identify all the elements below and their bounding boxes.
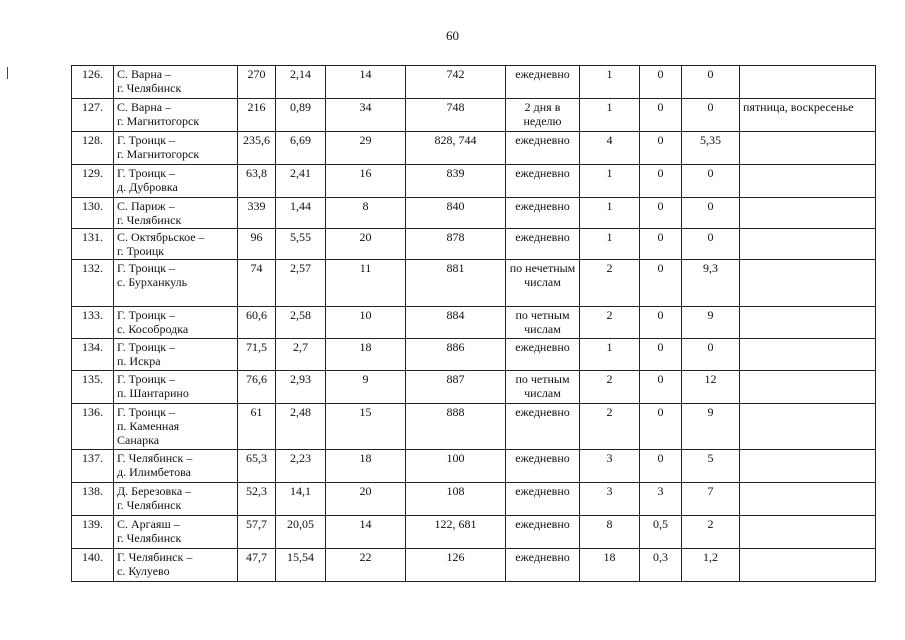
- stops-cell: 14: [326, 516, 406, 549]
- margin-mark: [7, 67, 8, 79]
- route-code-cell: 881: [406, 260, 506, 307]
- row-number-cell: 132.: [72, 260, 114, 307]
- route-code-cell: 100: [406, 450, 506, 483]
- note-cell: [740, 450, 876, 483]
- stops-cell: 9: [326, 371, 406, 404]
- schedule-cell: ежедневно: [506, 404, 580, 450]
- time-cell: 15,54: [276, 549, 326, 582]
- note-cell: [740, 404, 876, 450]
- route-cell: [114, 516, 238, 549]
- distance-cell: 339: [238, 198, 276, 229]
- count-c-cell: 0: [682, 198, 740, 229]
- distance-cell: 270: [238, 66, 276, 99]
- route-cell: [114, 450, 238, 483]
- route-line: г. Челябинск: [117, 531, 182, 545]
- route-line: С. Варна –: [117, 67, 172, 81]
- row-number-cell: 138.: [72, 483, 114, 516]
- route-cell: [114, 307, 238, 339]
- count-a-cell: 3: [580, 483, 640, 516]
- route-code-cell: 888: [406, 404, 506, 450]
- stops-cell: 15: [326, 404, 406, 450]
- route-line: С. Аргаяш –: [117, 517, 180, 531]
- route-code-cell: 840: [406, 198, 506, 229]
- distance-cell: 76,6: [238, 371, 276, 404]
- count-a-cell: 8: [580, 516, 640, 549]
- count-a-cell: 2: [580, 404, 640, 450]
- route-line: д. Дубровка: [117, 180, 178, 194]
- distance-cell: 47,7: [238, 549, 276, 582]
- count-c-cell: 0: [682, 66, 740, 99]
- route-code-cell: 878: [406, 229, 506, 260]
- table-row: [72, 229, 876, 260]
- route-line: г. Магнитогорск: [117, 147, 200, 161]
- route-line: с. Кособродка: [117, 322, 189, 336]
- count-b-cell: 0: [640, 339, 682, 371]
- count-a-cell: 4: [580, 132, 640, 165]
- schedule-cell: ежедневно: [506, 549, 580, 582]
- row-number-cell: 128.: [72, 132, 114, 165]
- route-line: п. Искра: [117, 354, 161, 368]
- note-cell: [740, 307, 876, 339]
- stops-cell: 22: [326, 549, 406, 582]
- distance-cell: 57,7: [238, 516, 276, 549]
- count-c-cell: 5: [682, 450, 740, 483]
- schedule-cell: ежедневно: [506, 132, 580, 165]
- count-b-cell: 0: [640, 260, 682, 307]
- route-code-cell: 108: [406, 483, 506, 516]
- route-code-cell: 887: [406, 371, 506, 404]
- row-number-cell: 140.: [72, 549, 114, 582]
- count-c-cell: 9: [682, 404, 740, 450]
- count-b-cell: 0: [640, 450, 682, 483]
- route-line: с. Бурханкуль: [117, 275, 188, 289]
- schedule-cell: ежедневно: [506, 66, 580, 99]
- count-a-cell: 2: [580, 307, 640, 339]
- count-c-cell: 1,2: [682, 549, 740, 582]
- route-cell: [114, 198, 238, 229]
- stops-cell: 20: [326, 483, 406, 516]
- table-row: [72, 450, 876, 483]
- count-b-cell: 0: [640, 198, 682, 229]
- note-cell: пятница, воскресенье: [740, 99, 876, 132]
- count-b-cell: 3: [640, 483, 682, 516]
- note-cell: [740, 260, 876, 307]
- table-row: [72, 483, 876, 516]
- distance-cell: 71,5: [238, 339, 276, 371]
- table-row: [72, 99, 876, 132]
- table-row: [72, 165, 876, 198]
- schedule-cell: ежедневно: [506, 516, 580, 549]
- table-row: [72, 371, 876, 404]
- count-a-cell: 18: [580, 549, 640, 582]
- count-c-cell: 7: [682, 483, 740, 516]
- count-c-cell: 9: [682, 307, 740, 339]
- count-a-cell: 1: [580, 198, 640, 229]
- count-c-cell: 0: [682, 165, 740, 198]
- row-number-cell: 131.: [72, 229, 114, 260]
- row-number-cell: 129.: [72, 165, 114, 198]
- schedule-cell: ежедневно: [506, 483, 580, 516]
- time-cell: 2,93: [276, 371, 326, 404]
- routes-table: [71, 65, 876, 582]
- count-b-cell: 0,3: [640, 549, 682, 582]
- route-line: г. Магнитогорск: [117, 114, 200, 128]
- distance-cell: 63,8: [238, 165, 276, 198]
- time-cell: 2,23: [276, 450, 326, 483]
- route-line: п. Каменная: [117, 419, 180, 433]
- route-code-cell: 886: [406, 339, 506, 371]
- count-c-cell: 0: [682, 99, 740, 132]
- count-a-cell: 2: [580, 371, 640, 404]
- table-row: [72, 339, 876, 371]
- schedule-cell: ежедневно: [506, 339, 580, 371]
- count-b-cell: 0: [640, 132, 682, 165]
- count-a-cell: 1: [580, 66, 640, 99]
- count-a-cell: 2: [580, 260, 640, 307]
- row-number-cell: 134.: [72, 339, 114, 371]
- route-cell: [114, 165, 238, 198]
- count-b-cell: 0: [640, 229, 682, 260]
- stops-cell: 10: [326, 307, 406, 339]
- distance-cell: 96: [238, 229, 276, 260]
- route-line: г. Троицк: [117, 244, 165, 258]
- count-c-cell: 2: [682, 516, 740, 549]
- stops-cell: 14: [326, 66, 406, 99]
- schedule-cell: 2 дня в неделю: [506, 99, 580, 132]
- distance-cell: 60,6: [238, 307, 276, 339]
- route-line: г. Челябинск: [117, 81, 182, 95]
- distance-cell: 52,3: [238, 483, 276, 516]
- note-cell: [740, 516, 876, 549]
- route-line: Г. Троицк –: [117, 308, 176, 322]
- route-code-cell: 742: [406, 66, 506, 99]
- count-c-cell: 12: [682, 371, 740, 404]
- count-c-cell: 0: [682, 229, 740, 260]
- route-line: с. Кулуево: [117, 564, 170, 578]
- time-cell: 2,14: [276, 66, 326, 99]
- time-cell: 0,89: [276, 99, 326, 132]
- stops-cell: 29: [326, 132, 406, 165]
- route-code-cell: 748: [406, 99, 506, 132]
- count-c-cell: 5,35: [682, 132, 740, 165]
- stops-cell: 16: [326, 165, 406, 198]
- count-b-cell: 0: [640, 165, 682, 198]
- route-line: Г. Челябинск –: [117, 550, 193, 564]
- count-b-cell: 0: [640, 99, 682, 132]
- time-cell: 2,48: [276, 404, 326, 450]
- route-code-cell: 884: [406, 307, 506, 339]
- route-code-cell: 828, 744: [406, 132, 506, 165]
- stops-cell: 18: [326, 339, 406, 371]
- route-line: Г. Челябинск –: [117, 451, 193, 465]
- note-cell: [740, 132, 876, 165]
- route-cell: [114, 483, 238, 516]
- route-cell: [114, 66, 238, 99]
- route-line: г. Челябинск: [117, 498, 182, 512]
- route-cell: [114, 229, 238, 260]
- stops-cell: 18: [326, 450, 406, 483]
- time-cell: 2,7: [276, 339, 326, 371]
- schedule-cell: по четным числам: [506, 307, 580, 339]
- note-cell: [740, 483, 876, 516]
- table-row: [72, 132, 876, 165]
- schedule-cell: ежедневно: [506, 165, 580, 198]
- count-a-cell: 3: [580, 450, 640, 483]
- routes-table-body: [72, 66, 876, 582]
- route-cell: [114, 132, 238, 165]
- route-cell: [114, 549, 238, 582]
- time-cell: 2,58: [276, 307, 326, 339]
- count-b-cell: 0: [640, 371, 682, 404]
- row-number-cell: 135.: [72, 371, 114, 404]
- distance-cell: 65,3: [238, 450, 276, 483]
- stops-cell: 34: [326, 99, 406, 132]
- route-code-cell: 122, 681: [406, 516, 506, 549]
- count-b-cell: 0: [640, 307, 682, 339]
- row-number-cell: 130.: [72, 198, 114, 229]
- schedule-cell: ежедневно: [506, 450, 580, 483]
- route-line: Г. Троицк –: [117, 133, 176, 147]
- route-line: п. Шантарино: [117, 386, 189, 400]
- route-line: Г. Троицк –: [117, 166, 176, 180]
- route-cell: [114, 260, 238, 307]
- schedule-cell: по нечетным числам: [506, 260, 580, 307]
- row-number-cell: 137.: [72, 450, 114, 483]
- route-line: д. Илимбетова: [117, 465, 191, 479]
- route-code-cell: 839: [406, 165, 506, 198]
- count-a-cell: 1: [580, 339, 640, 371]
- note-cell: [740, 198, 876, 229]
- route-line: Санарка: [117, 433, 160, 447]
- row-number-cell: 139.: [72, 516, 114, 549]
- time-cell: 20,05: [276, 516, 326, 549]
- distance-cell: 235,6: [238, 132, 276, 165]
- page-number: 60: [446, 28, 459, 43]
- time-cell: 2,41: [276, 165, 326, 198]
- schedule-cell: по четным числам: [506, 371, 580, 404]
- table-row: [72, 260, 876, 307]
- time-cell: 5,55: [276, 229, 326, 260]
- stops-cell: 11: [326, 260, 406, 307]
- schedule-cell: ежедневно: [506, 198, 580, 229]
- count-a-cell: 1: [580, 229, 640, 260]
- time-cell: 2,57: [276, 260, 326, 307]
- row-number-cell: 126.: [72, 66, 114, 99]
- count-c-cell: 0: [682, 339, 740, 371]
- route-line: Д. Березовка –: [117, 484, 192, 498]
- route-line: Г. Троицк –: [117, 261, 176, 275]
- table-row: [72, 307, 876, 339]
- count-b-cell: 0: [640, 66, 682, 99]
- count-b-cell: 0: [640, 404, 682, 450]
- row-number-cell: 127.: [72, 99, 114, 132]
- note-cell: [740, 549, 876, 582]
- route-line: г. Челябинск: [117, 213, 182, 227]
- table-row: [72, 198, 876, 229]
- distance-cell: 74: [238, 260, 276, 307]
- note-cell: [740, 229, 876, 260]
- count-c-cell: 9,3: [682, 260, 740, 307]
- route-line: Г. Троицк –: [117, 372, 176, 386]
- time-cell: 1,44: [276, 198, 326, 229]
- count-b-cell: 0,5: [640, 516, 682, 549]
- count-a-cell: 1: [580, 165, 640, 198]
- route-line: С. Париж –: [117, 199, 175, 213]
- table-row: [72, 516, 876, 549]
- route-code-cell: 126: [406, 549, 506, 582]
- table-row: [72, 404, 876, 450]
- stops-cell: 20: [326, 229, 406, 260]
- route-cell: [114, 404, 238, 450]
- route-line: С. Октябрьское –: [117, 230, 205, 244]
- time-cell: 6,69: [276, 132, 326, 165]
- note-cell: [740, 339, 876, 371]
- distance-cell: 216: [238, 99, 276, 132]
- route-cell: [114, 371, 238, 404]
- note-cell: [740, 66, 876, 99]
- distance-cell: 61: [238, 404, 276, 450]
- route-line: Г. Троицк –: [117, 340, 176, 354]
- table-row: [72, 66, 876, 99]
- row-number-cell: 136.: [72, 404, 114, 450]
- row-number-cell: 133.: [72, 307, 114, 339]
- time-cell: 14,1: [276, 483, 326, 516]
- route-line: С. Варна –: [117, 100, 172, 114]
- count-a-cell: 1: [580, 99, 640, 132]
- table-row: [72, 549, 876, 582]
- stops-cell: 8: [326, 198, 406, 229]
- route-line: Г. Троицк –: [117, 405, 176, 419]
- note-cell: [740, 165, 876, 198]
- schedule-cell: ежедневно: [506, 229, 580, 260]
- route-cell: [114, 99, 238, 132]
- note-cell: [740, 371, 876, 404]
- route-cell: [114, 339, 238, 371]
